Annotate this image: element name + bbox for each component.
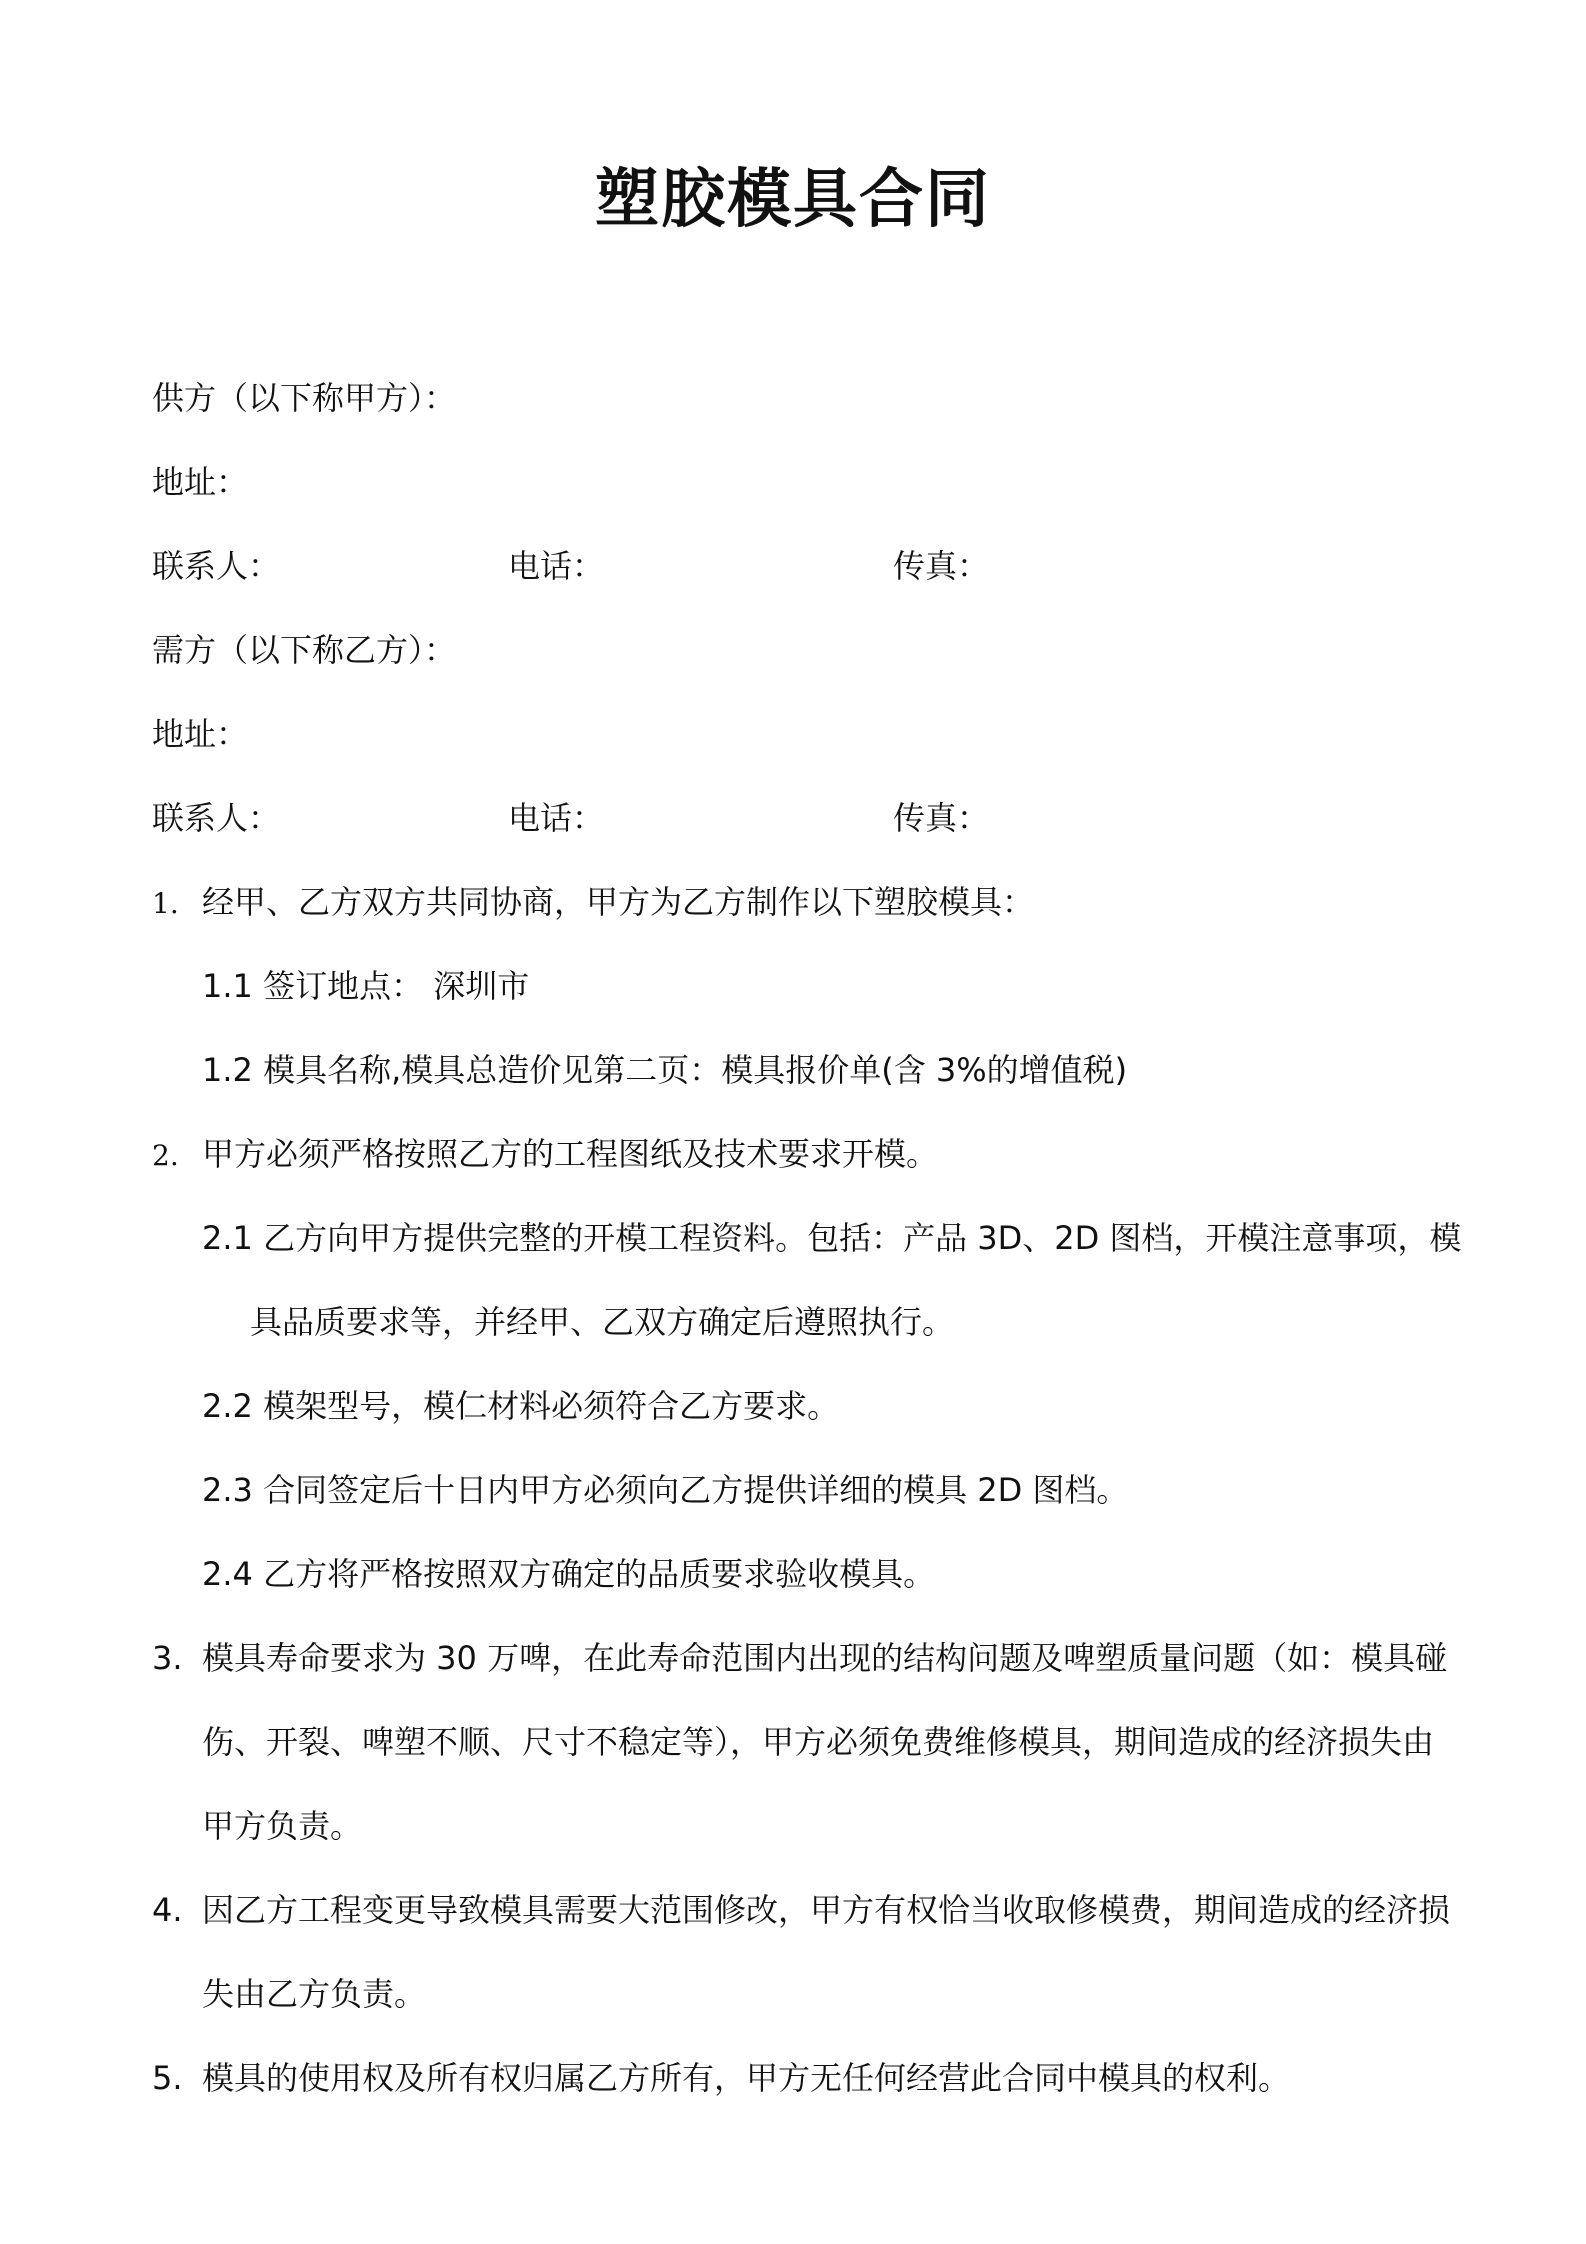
clause-3-number: 3.	[152, 1639, 183, 1677]
party-b-phone-label: 电话：	[508, 799, 605, 837]
clause-4-line1	[152, 1888, 1450, 1932]
clause-4-text-line1: 因乙方工程变更导致模具需要大范围修改，甲方有权恰当收取修模费，期间造成的经济损	[202, 1891, 1451, 1929]
clause-2-2: 2.2 模架型号，模仁材料必须符合乙方要求。	[202, 1387, 840, 1425]
clause-2-4: 2.4 乙方将严格按照双方确定的品质要求验收模具。	[202, 1555, 936, 1593]
clause-1-number: 1.	[152, 887, 179, 920]
clause-1-2: 1.2 模具名称,模具总造价见第二页：模具报价单(含 3%的增值税)	[202, 1051, 1128, 1089]
clause-5-text-line1: 模具的使用权及所有权归属乙方所有，甲方无任何经营此合同中模具的权利。	[202, 2059, 1291, 2097]
party-a-label: 供方（以下称甲方）：	[152, 379, 457, 417]
clause-2-1-line1: 2.1 乙方向甲方提供完整的开模工程资料。包括：产品 3D、2D 图档，开模注意事项，模	[202, 1219, 1462, 1257]
clause-2-number: 2.	[152, 1139, 179, 1172]
clause-1-1: 1.1 签订地点： 深圳市	[202, 967, 530, 1005]
clause-3-line1	[152, 1636, 1447, 1680]
clause-2-1-line2: 具品质要求等，并经甲、乙双方确定后遵照执行。	[250, 1303, 955, 1341]
clause-1-text: 经甲、乙方双方共同协商，甲方为乙方制作以下塑胶模具：	[202, 883, 1035, 921]
party-b-contact-label: 联系人：	[152, 799, 281, 837]
clause-3-line3: 甲方负责。	[202, 1807, 363, 1845]
contract-title: 塑胶模具合同	[595, 163, 991, 237]
clause-5-number: 5.	[152, 2059, 183, 2097]
clause-4-line2: 失由乙方负责。	[202, 1975, 427, 2013]
clause-2-3: 2.3 合同签定后十日内甲方必须向乙方提供详细的模具 2D 图档。	[202, 1471, 1129, 1509]
clause-5-line1	[152, 2056, 1290, 2100]
party-a-contact-label: 联系人：	[152, 547, 281, 585]
clause-3-line2: 伤、开裂、啤塑不顺、尺寸不稳定等），甲方必须免费维修模具，期间造成的经济损失由	[202, 1723, 1435, 1761]
party-a-phone-label: 电话：	[508, 547, 605, 585]
clause-3-text-line1: 模具寿命要求为 30 万啤，在此寿命范围内出现的结构问题及啤塑质量问题（如：模具碰	[202, 1639, 1448, 1677]
party-a-address-label: 地址：	[152, 463, 249, 501]
party-b-fax-label: 传真：	[893, 799, 990, 837]
party-b-label: 需方（以下称乙方）：	[152, 631, 457, 669]
party-b-address-label: 地址：	[152, 715, 249, 753]
clause-2	[152, 1132, 938, 1178]
clause-4-number: 4.	[152, 1891, 183, 1929]
clause-1	[152, 880, 1034, 926]
party-a-fax-label: 传真：	[893, 547, 990, 585]
clause-2-text: 甲方必须严格按照乙方的工程图纸及技术要求开模。	[202, 1135, 939, 1173]
